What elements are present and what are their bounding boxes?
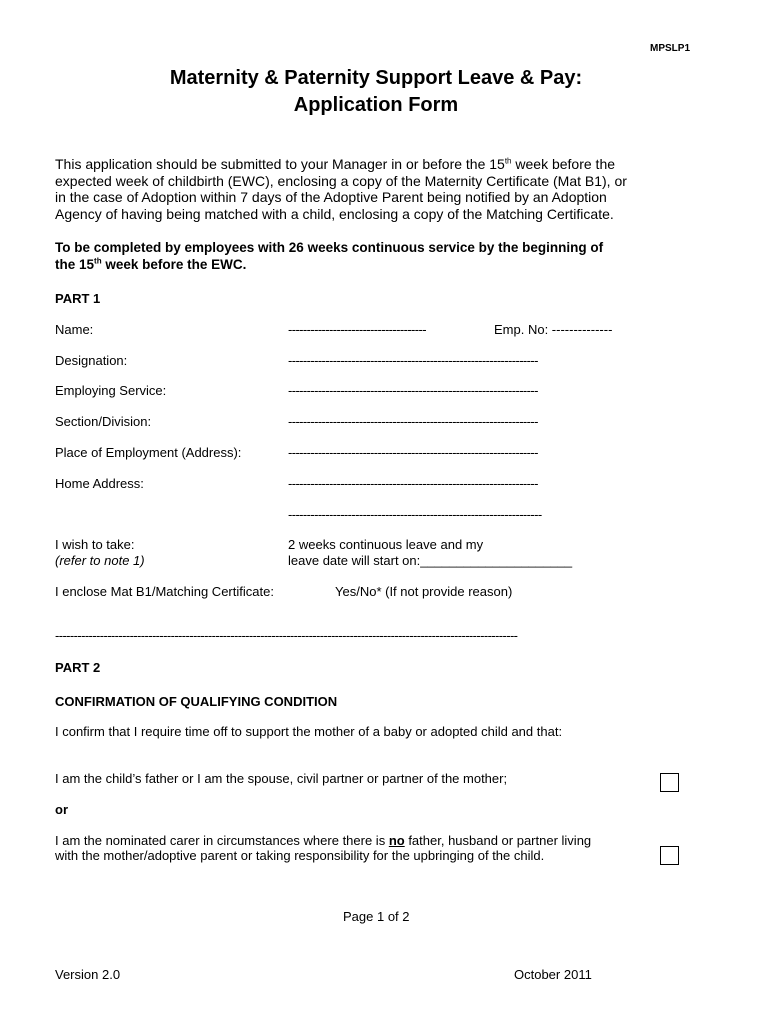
option-nominated-carer-line2: with the mother/adoptive parent or taking responsibility for the upbringing of the child. — [55, 848, 545, 863]
eligibility-requirement — [55, 239, 603, 273]
option2-pre: I am the nominated carer in circumstances where there is — [55, 833, 389, 848]
leave-description: 2 weeks continuous leave and my — [288, 537, 484, 552]
date-label: October 2011 — [514, 967, 592, 982]
intro-line3: in the case of Adoption within 7 days of the Adoptive Parent being notified by an Adoption — [55, 189, 607, 205]
intro-line2: expected week of childbirth (EWC), enclosing a copy of the Maternity Certificate (Mat B1), or — [55, 172, 627, 189]
option2-emphasis: no — [388, 833, 405, 848]
intro-paragraph — [55, 156, 705, 222]
designation-label: Designation: — [55, 353, 128, 368]
requirement-line2-pre: the 15 — [55, 257, 95, 272]
emp-no-field[interactable]: Emp. No: -------------- — [494, 322, 613, 337]
option2-post: father, husband or partner living — [404, 833, 592, 848]
document-code: MPSLP1 — [650, 43, 691, 54]
name-label: Name: — [55, 322, 94, 337]
intro-line1-pre: This application should be submitted to your Manager in or before the 15 — [55, 156, 505, 172]
enclose-certificate-answer[interactable]: Yes/No* (If not provide reason) — [335, 584, 513, 599]
section-separator: ---------------------------------------------------------------------------------------------------------------------------- — [55, 628, 518, 643]
intro-line4: Agency of having being matched with a child, enclosing a copy of the Matching Certificate. — [55, 205, 614, 222]
page-number: Page 1 of 2 — [343, 909, 410, 924]
or-label: or — [55, 802, 68, 817]
intro-line1-sup: th — [504, 156, 512, 166]
requirement-line2-post: week before the EWC. — [101, 257, 247, 272]
place-of-employment-label: Place of Employment (Address): — [55, 445, 242, 460]
wish-label: I wish to take: — [55, 537, 135, 552]
option-nominated-carer-checkbox[interactable] — [660, 846, 679, 865]
designation-field[interactable]: ------------------------------------------------------------------- — [288, 353, 538, 368]
leave-start-date-field[interactable]: leave date will start on:_____________________ — [288, 553, 573, 568]
employing-service-field[interactable]: ------------------------------------------------------------------- — [288, 383, 538, 398]
name-field[interactable]: ------------------------------------- — [288, 322, 426, 337]
confirm-statement: I confirm that I require time off to support the mother of a baby or adopted child and that: — [55, 724, 563, 739]
form-title-line1: Maternity & Paternity Support Leave & Pay: — [169, 67, 583, 89]
enclose-certificate-label: I enclose Mat B1/Matching Certificate: — [55, 584, 274, 599]
section-division-label: Section/Division: — [55, 414, 152, 429]
home-address-label: Home Address: — [55, 476, 144, 491]
form-title-line2: Application Form — [293, 94, 459, 116]
requirement-line1: To be completed by employees with 26 weeks continuous service by the beginning of — [55, 240, 604, 255]
qualifying-condition-heading: CONFIRMATION OF QUALIFYING CONDITION — [55, 694, 338, 709]
option-nominated-carer-text — [55, 833, 591, 848]
section-division-field[interactable]: ------------------------------------------------------------------- — [288, 414, 538, 429]
home-address-field[interactable]: ------------------------------------------------------------------- — [288, 476, 538, 491]
employing-service-label: Employing Service: — [55, 383, 167, 398]
part2-heading: PART 2 — [55, 660, 101, 675]
option-father-checkbox[interactable] — [660, 773, 679, 792]
version-label: Version 2.0 — [55, 967, 121, 982]
requirement-line2-sup: th — [94, 256, 102, 266]
part1-heading: PART 1 — [55, 291, 101, 306]
wish-note: (refer to note 1) — [55, 553, 145, 568]
place-of-employment-field[interactable]: ------------------------------------------------------------------- — [288, 445, 538, 460]
home-address-field-line2[interactable]: -------------------------------------------------------------------- — [288, 507, 542, 522]
option-father-text: I am the child’s father or I am the spouse, civil partner or partner of the mother; — [55, 771, 508, 786]
intro-line1-post: week before the — [511, 156, 616, 172]
